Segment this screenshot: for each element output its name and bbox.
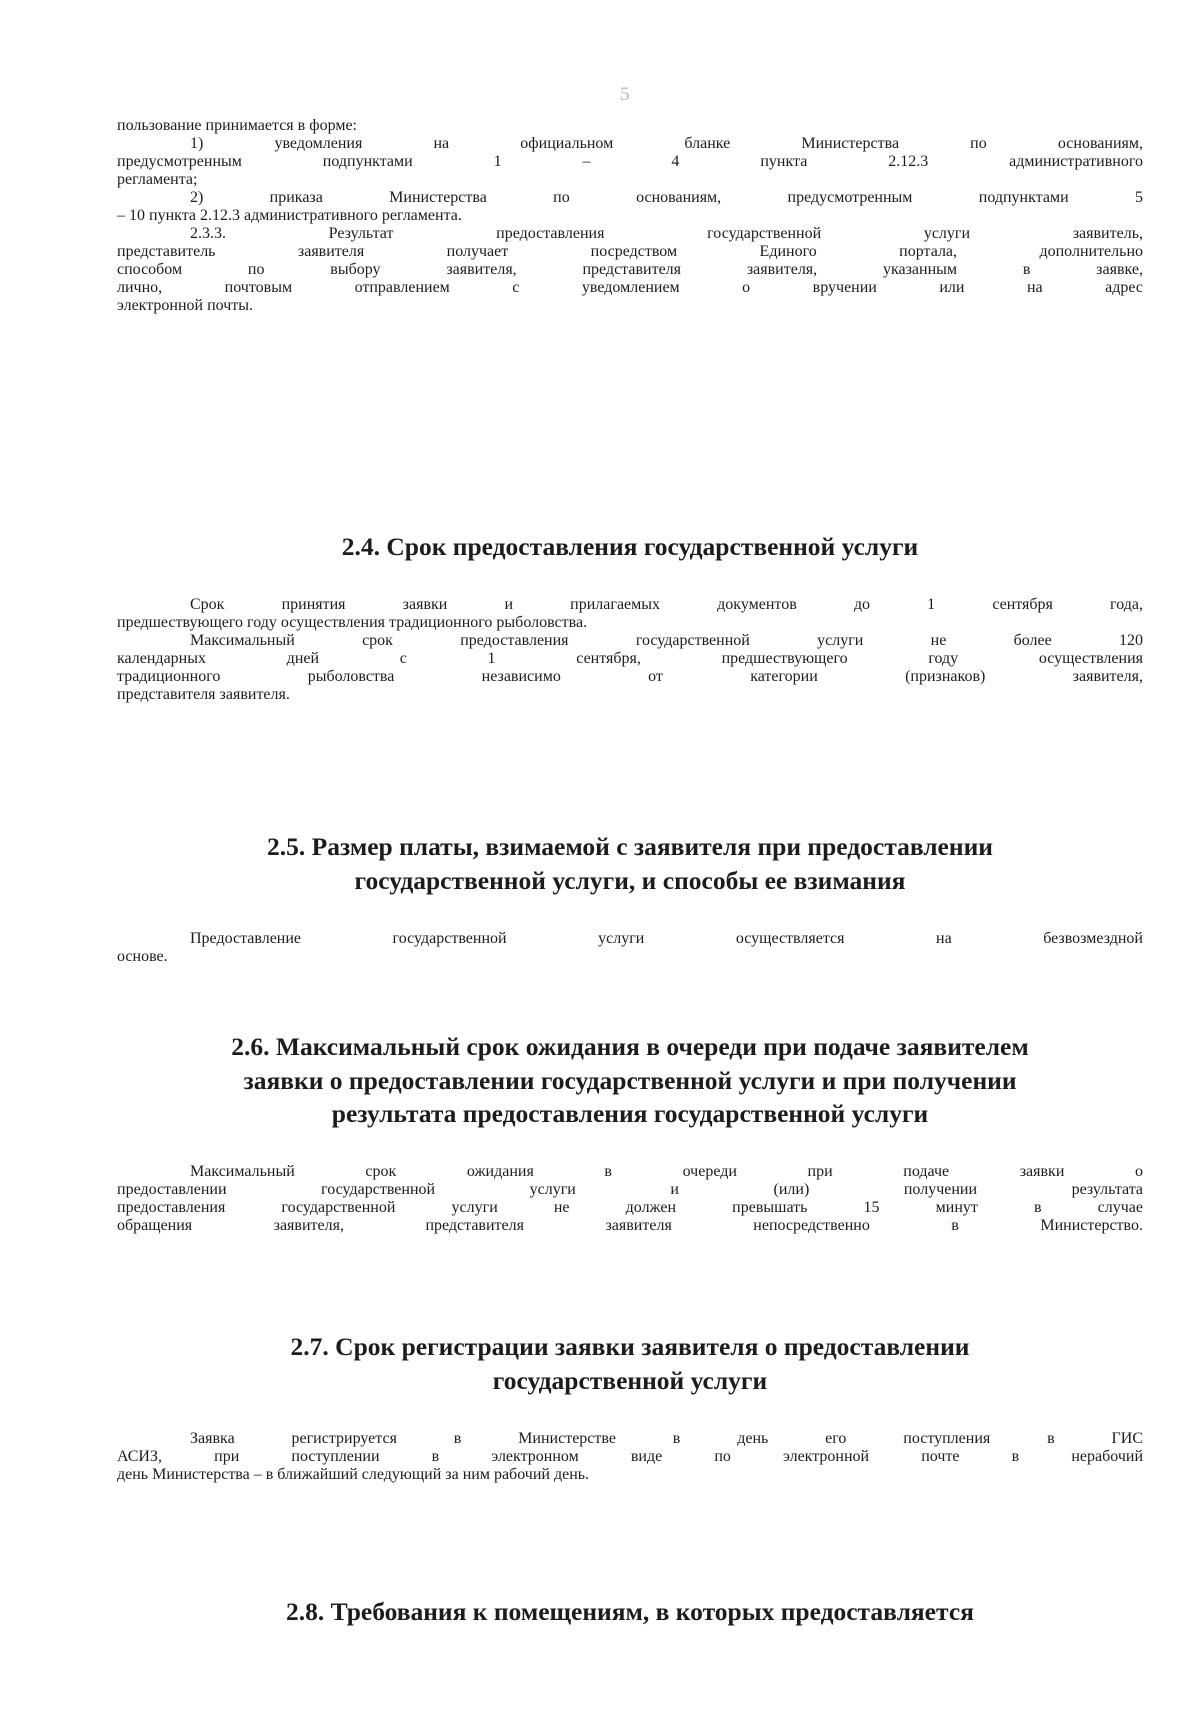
text-line: 2.3.3. Результат предоставления государственной услуги заявитель, bbox=[190, 225, 1143, 242]
text-line: пользование принимается в форме: bbox=[117, 117, 357, 134]
text-line: основе. bbox=[117, 948, 168, 965]
heading-line: 2.8. Требования к помещениям, в которых предоставляется bbox=[286, 1597, 974, 1626]
text-line: день Министерства – в ближайший следующий за ним рабочий день. bbox=[117, 1466, 590, 1483]
text-line: АСИЗ, при поступлении в электронном виде по электронной почте в нерабочий bbox=[117, 1448, 1143, 1465]
text-line: предоставлении государственной услуги и (или) получении результата bbox=[117, 1181, 1143, 1198]
heading-line: 2.5. Размер платы, взимаемой с заявителя при предоставлении bbox=[267, 832, 993, 861]
heading-line: заявки о предоставлении государственной услуги и при получении bbox=[243, 1065, 1017, 1095]
text-line: предшествующего году осуществления традиционного рыболовства. bbox=[117, 614, 588, 631]
text-line: способом по выбору заявителя, представителя заявителя, указанным в заявке, bbox=[117, 261, 1143, 278]
text-line: Предоставление государственной услуги осуществляется на безвозмездной bbox=[190, 930, 1143, 947]
text-line: представителя заявителя. bbox=[117, 686, 290, 703]
text-line: электронной почты. bbox=[117, 297, 254, 314]
paragraph-registration bbox=[117, 1430, 1143, 1484]
paragraph-service-term bbox=[117, 596, 1143, 704]
section-heading-2-7 bbox=[117, 1330, 1143, 1397]
section-heading-2-5 bbox=[117, 830, 1143, 897]
paragraph-result-form bbox=[117, 117, 1143, 315]
heading-line: результата предоставления государственной услуги bbox=[331, 1099, 929, 1128]
text-line: Срок принятия заявки и прилагаемых документов до 1 сентября года, bbox=[190, 596, 1143, 613]
text-line: – 10 пункта 2.12.3 административного регламента. bbox=[117, 207, 462, 224]
paragraph-fee bbox=[117, 930, 1143, 966]
text-line: календарных дней с 1 сентября, предшествующего году осуществления bbox=[117, 650, 1143, 667]
heading-line: государственной услуги, и способы ее взимания bbox=[354, 865, 906, 895]
text-line: предусмотренным подпунктами 1 – 4 пункта 2.12.3 административного bbox=[117, 153, 1143, 170]
paragraph-queue-time bbox=[117, 1163, 1143, 1235]
text-line: традиционного рыболовства независимо от категории (признаков) заявителя, bbox=[117, 668, 1143, 685]
text-line: Заявка регистрируется в Министерстве в день его поступления в ГИС bbox=[190, 1430, 1143, 1447]
text-line: лично, почтовым отправлением с уведомлением о вручении или на адрес bbox=[117, 279, 1143, 296]
heading-line: государственной услуги bbox=[492, 1365, 768, 1395]
section-heading-2-4 bbox=[117, 530, 1143, 564]
text-line: представитель заявителя получает посредством Единого портала, дополнительно bbox=[117, 243, 1143, 260]
text-line: предоставления государственной услуги не должен превышать 15 минут в случае bbox=[117, 1199, 1143, 1216]
heading-line: 2.4. Срок предоставления государственной услуги bbox=[341, 532, 919, 561]
text-line: Максимальный срок ожидания в очереди при подаче заявки о bbox=[190, 1163, 1143, 1180]
text-line: Максимальный срок предоставления государственной услуги не более 120 bbox=[190, 632, 1143, 649]
page-number: 5 bbox=[620, 84, 630, 105]
text-line: 1) уведомления на официальном бланке Министерства по основаниям, bbox=[190, 135, 1143, 152]
text-line: регламента; bbox=[117, 171, 198, 188]
section-heading-2-8 bbox=[117, 1595, 1143, 1629]
heading-line: 2.7. Срок регистрации заявки заявителя о предоставлении bbox=[290, 1332, 970, 1361]
text-line: обращения заявителя, представителя заявителя непосредственно в Министерство. bbox=[117, 1217, 1143, 1234]
section-heading-2-6 bbox=[117, 1030, 1143, 1131]
text-line: 2) приказа Министерства по основаниям, предусмотренным подпунктами 5 bbox=[190, 189, 1143, 206]
heading-line: 2.6. Максимальный срок ожидания в очереди при подаче заявителем bbox=[231, 1032, 1029, 1061]
